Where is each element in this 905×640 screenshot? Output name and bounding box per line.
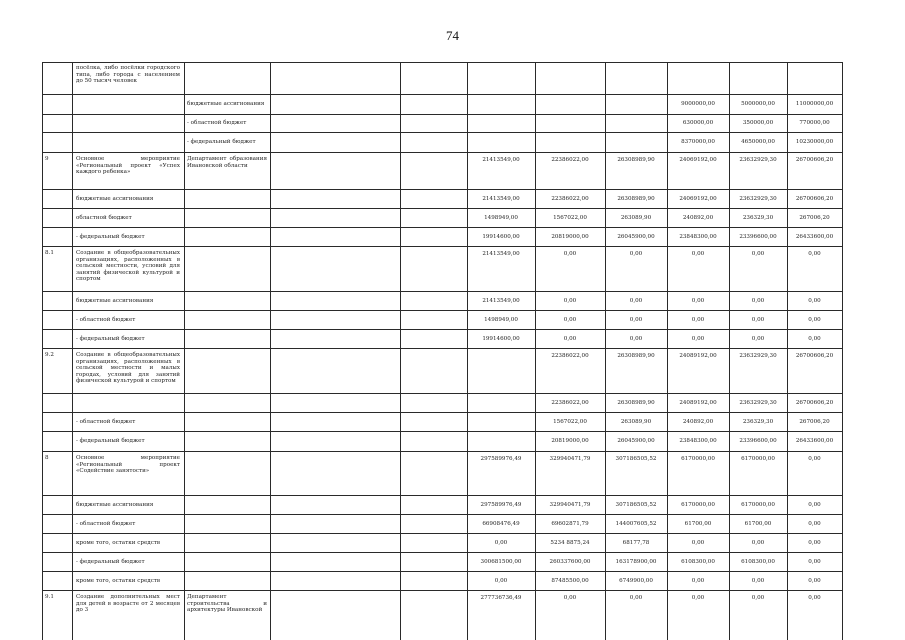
table-row-line (42, 348, 842, 349)
table-cell-amount: 0,00 (808, 297, 821, 304)
table-cell-amount: 260337600,00 (549, 558, 591, 565)
table-cell-amount: 26700606,20 (795, 399, 834, 406)
table-row-line (42, 208, 842, 209)
table-cell-amount: 26045900,00 (617, 438, 655, 444)
page-number: 74 (446, 28, 459, 43)
table-cell-text: - областной бюджет (76, 418, 136, 425)
table-cell-text: Основное мероприятие «Региональный проект «Успех каждого ребенка» (76, 156, 180, 176)
table-cell-amount: 26700606,20 (795, 195, 834, 202)
table-cell-amount: 66908476,49 (482, 520, 520, 527)
table-cell-amount: 6749900,00 (619, 577, 653, 584)
table-cell-amount: 0,00 (808, 558, 821, 565)
table-cell-amount: 0,00 (751, 539, 765, 546)
table-cell-amount: 61700,00 (684, 520, 712, 527)
table-cell-amount: 236329,30 (742, 418, 774, 425)
table-cell-amount: 6108300,00 (741, 558, 775, 565)
table-column-line (787, 62, 788, 640)
table-cell-amount: 240892,00 (682, 418, 714, 425)
table-cell-amount: 0,00 (751, 335, 765, 342)
table-cell-amount: 6170000,00 (741, 501, 775, 508)
table-cell-amount: 22386022,00 (551, 157, 589, 163)
table-cell-amount: 770000,00 (799, 120, 830, 126)
table-row-line (42, 571, 842, 572)
table-cell-text: Создание дополнительных мест для детей в возрасте от 2 месяцев до 3 (76, 594, 180, 614)
table-cell-amount: 26433600,00 (795, 438, 834, 444)
table-cell-text: Создание в общеобразовательных организациях, расположенных в сельской местности и малых городах, условий для занятий физической культурой и спортом (76, 352, 180, 385)
table-cell-amount: 0,00 (808, 577, 821, 584)
table-cell-amount: 20819000,00 (551, 438, 589, 444)
table-cell-amount: 26433600,00 (795, 233, 834, 240)
table-cell-amount: 23396600,00 (739, 438, 777, 444)
table-cell-amount: 0,00 (563, 595, 577, 601)
table-row-line (42, 152, 842, 153)
table-column-line (605, 62, 606, 640)
table-cell-amount: 23632929,30 (739, 157, 777, 163)
table-cell-amount: 0,00 (629, 251, 643, 257)
table-cell-amount: 23848300,00 (679, 233, 717, 240)
table-cell-amount: 630000,00 (682, 120, 714, 126)
table-row-line (42, 246, 842, 247)
table-cell-amount: 0,00 (691, 251, 705, 257)
table-cell-amount: 22386022,00 (551, 195, 589, 202)
budget-table (42, 62, 842, 640)
table-cell-amount: 1498949,00 (484, 214, 518, 221)
table-row-line (42, 62, 842, 63)
table-column-line (270, 62, 271, 640)
table-cell-amount: 26308989,90 (617, 353, 655, 359)
table-cell-amount: 0,00 (563, 316, 577, 323)
table-cell-amount: 307186505,52 (615, 456, 657, 462)
table-cell-amount: 0,00 (563, 251, 577, 257)
table-row-line (42, 495, 842, 496)
table-cell-amount: 0,00 (808, 539, 821, 546)
table-row-line (42, 431, 842, 432)
table-cell-text: областной бюджет (76, 214, 132, 221)
table-cell-amount: 6108300,00 (681, 558, 715, 565)
table-cell-amount: 26700606,20 (795, 157, 834, 163)
table-cell-amount: 0,00 (691, 316, 705, 323)
table-cell-text: - федеральный бюджет (187, 139, 256, 145)
table-cell-amount: 0,00 (563, 297, 577, 304)
table-column-line (842, 62, 843, 640)
table-cell-amount: 0,00 (629, 595, 643, 601)
table-cell-amount: 0,00 (751, 251, 765, 257)
table-cell-text: Департамент строительства и архитектуры Ивановской (187, 594, 267, 614)
table-cell-amount: 6170000,00 (681, 456, 715, 462)
table-cell-text: кроме того, остатки средств (76, 539, 161, 546)
table-cell-amount: 11000000,00 (795, 101, 834, 107)
table-cell-amount: 240892,00 (682, 214, 714, 221)
table-cell-amount: 6170000,00 (741, 456, 775, 462)
table-cell-amount: 0,00 (808, 316, 821, 323)
table-cell-amount: 8370000,00 (681, 139, 715, 145)
table-cell-amount: 350000,00 (742, 120, 774, 126)
table-cell-amount: 0,00 (808, 335, 821, 342)
table-cell-text: Департамент образования Ивановской области (187, 156, 267, 169)
table-cell-amount: 0,00 (808, 501, 821, 508)
table-cell-text: 9.1 (45, 594, 54, 600)
table-cell-amount: 0,00 (751, 316, 765, 323)
table-row-line (42, 114, 842, 115)
table-cell-text: - областной бюджет (187, 120, 247, 126)
table-cell-amount: 297589976,49 (480, 501, 522, 508)
table-cell-text: бюджетные ассигнования (187, 101, 265, 107)
table-cell-text: 8.1 (45, 250, 54, 256)
table-cell-amount: 263089,90 (620, 214, 652, 221)
table-cell-amount: 26045900,00 (617, 233, 655, 240)
table-row-line (42, 533, 842, 534)
table-cell-amount: 4650000,00 (741, 139, 775, 145)
table-cell-amount: 0,00 (751, 595, 765, 601)
table-cell-amount: 0,00 (691, 577, 705, 584)
table-cell-amount: 1567022,00 (553, 214, 587, 221)
table-cell-amount: 19914600,00 (482, 335, 520, 342)
table-cell-amount: 19914600,00 (482, 233, 520, 240)
table-cell-amount: 0,00 (808, 456, 821, 462)
table-cell-text: - федеральный бюджет (76, 233, 145, 240)
table-cell-text: 9 (45, 156, 49, 162)
table-row-line (42, 514, 842, 515)
table-cell-amount: 0,00 (629, 297, 643, 304)
table-cell-amount: 5234 8875,24 (550, 539, 590, 546)
table-cell-amount: 23396600,00 (739, 233, 777, 240)
table-cell-amount: 23632929,30 (739, 195, 777, 202)
table-cell-text: кроме того, остатки средств (76, 577, 161, 584)
table-row-line (42, 94, 842, 95)
table-cell-amount: 68177,78 (622, 539, 650, 546)
table-cell-amount: 0,00 (563, 335, 577, 342)
table-cell-amount: 144007605,52 (615, 520, 657, 527)
table-cell-amount: 0,00 (751, 577, 765, 584)
table-row-line (42, 590, 842, 591)
table-cell-text: бюджетные ассигнования (76, 297, 154, 304)
table-cell-text: Создание в общеобразовательных организациях, расположенных в сельской местности, условий для занятий физической культурой и спортом (76, 250, 180, 283)
table-column-line (667, 62, 668, 640)
table-cell-amount: 236329,30 (742, 214, 774, 221)
table-row-line (42, 291, 842, 292)
table-cell-amount: 0,00 (808, 251, 821, 257)
table-cell-amount: 23848300,00 (679, 438, 717, 444)
table-row-line (42, 310, 842, 311)
table-cell-amount: 21413549,00 (482, 251, 520, 257)
table-column-line (72, 62, 73, 640)
table-column-line (42, 62, 43, 640)
table-cell-amount: 329940471,79 (549, 501, 591, 508)
table-cell-amount: 0,00 (691, 297, 705, 304)
table-cell-amount: 163178900,00 (615, 558, 657, 565)
table-row-line (42, 227, 842, 228)
table-cell-amount: 22386022,00 (551, 353, 589, 359)
table-cell-amount: 300681500,00 (480, 558, 522, 565)
table-column-line (535, 62, 536, 640)
table-cell-amount: 0,00 (808, 520, 821, 527)
table-cell-amount: 0,00 (494, 539, 508, 546)
table-cell-amount: 10230000,00 (795, 139, 834, 145)
table-cell-amount: 1498949,00 (484, 316, 518, 323)
table-cell-amount: 24069192,00 (679, 157, 717, 163)
table-cell-amount: 21413549,00 (482, 297, 520, 304)
table-cell-amount: 87485500,00 (551, 577, 589, 584)
row-continuation-text: посёлка, либо посёлки городского типа, либо города с населением до 50 тысяч человек (76, 65, 180, 85)
table-cell-amount: 0,00 (691, 539, 705, 546)
table-column-line (729, 62, 730, 640)
table-cell-text: - областной бюджет (76, 520, 136, 527)
table-cell-amount: 267006,20 (799, 214, 830, 221)
table-cell-text: - областной бюджет (76, 316, 136, 323)
table-cell-text: бюджетные ассигнования (76, 195, 154, 202)
table-cell-text: 9.2 (45, 352, 54, 358)
table-cell-amount: 24089192,00 (679, 399, 717, 406)
table-cell-amount: 263089,90 (620, 418, 652, 425)
table-cell-text: - федеральный бюджет (76, 558, 145, 565)
table-cell-amount: 21413549,00 (482, 195, 520, 202)
table-cell-amount: 277736736,49 (480, 595, 522, 601)
table-cell-amount: 307186505,52 (615, 501, 657, 508)
table-cell-amount: 26308989,90 (617, 195, 655, 202)
table-cell-amount: 26700606,20 (795, 353, 834, 359)
table-row-line (42, 393, 842, 394)
table-cell-text: бюджетные ассигнования (76, 501, 154, 508)
table-row-line (42, 189, 842, 190)
table-row-line (42, 451, 842, 452)
table-cell-amount: 0,00 (751, 297, 765, 304)
table-row-line (42, 552, 842, 553)
table-cell-amount: 26308989,90 (617, 157, 655, 163)
table-column-line (184, 62, 185, 640)
table-cell-amount: 61700,00 (744, 520, 772, 527)
table-cell-text: - федеральный бюджет (76, 438, 145, 444)
table-cell-amount: 26308989,90 (617, 399, 655, 406)
table-cell-amount: 23632929,30 (739, 353, 777, 359)
table-column-line (467, 62, 468, 640)
table-cell-amount: 24069192,00 (679, 195, 717, 202)
table-cell-amount: 0,00 (691, 595, 705, 601)
table-cell-amount: 0,00 (494, 577, 508, 584)
table-row-line (42, 132, 842, 133)
table-cell-amount: 20819000,00 (551, 233, 589, 240)
table-column-line (400, 62, 401, 640)
table-cell-text: 8 (45, 455, 49, 461)
table-cell-amount: 0,00 (691, 335, 705, 342)
table-cell-amount: 267006,20 (799, 418, 830, 425)
table-row-line (42, 329, 842, 330)
table-cell-amount: 21413549,00 (482, 157, 520, 163)
table-cell-amount: 0,00 (629, 335, 643, 342)
table-cell-amount: 6170000,00 (681, 501, 715, 508)
table-cell-amount: 23632929,30 (739, 399, 777, 406)
table-cell-amount: 0,00 (629, 316, 643, 323)
table-row-line (42, 412, 842, 413)
table-cell-amount: 22386022,00 (551, 399, 589, 406)
table-cell-amount: 297589976,49 (480, 456, 522, 462)
table-cell-text: - федеральный бюджет (76, 335, 145, 342)
table-cell-amount: 69602871,79 (551, 520, 589, 527)
table-cell-amount: 1567022,00 (553, 418, 587, 425)
table-cell-amount: 329940471,79 (549, 456, 591, 462)
table-cell-amount: 0,00 (808, 595, 821, 601)
table-cell-amount: 5000000,00 (741, 101, 775, 107)
table-cell-amount: 24089192,00 (679, 353, 717, 359)
table-cell-text: Основное мероприятие «Региональный проект «Содействие занятости» (76, 455, 180, 475)
table-cell-amount: 9000000,00 (681, 101, 715, 107)
